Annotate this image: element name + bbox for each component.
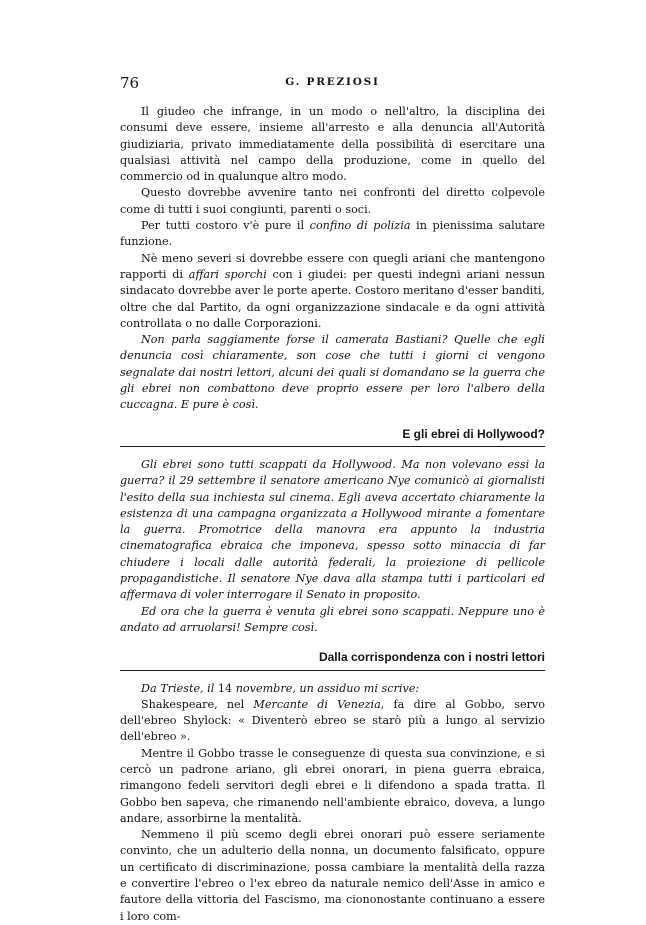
paragraph: Mentre il Gobbo trasse le conseguenze di questa sua convinzione, e si cercò un padrone ariano, gli ebrei onorari, in piena guerra ebraica, rimangono fedeli servitori degli ebrei e li difendono a spada tratta. Il Gobbo ben sapeva, che rimanendo nell'ambiente ebraico, doveva, a lungo andare, assorbirne la mentalità. [120,746,545,825]
section-heading-hollywood: E gli ebrei di Hollywood? [120,426,545,447]
emphasis: Mercante di Venezia [253,697,381,711]
running-head: G. PREZIOSI [285,76,380,88]
paragraph: Nè meno severi si dovrebbe essere con quegli ariani che mantengono rapporti di affari sporchi con i giudei: per questi indegni ariani nessun sindacato dovrebbe aver le porte aperte. Costoro meritano d'esser banditi, oltre che dal Partito, da ogni organizzazione sindacale e da ogni attività controllata o no dalle Corporazioni. [120,251,545,330]
page-number: 76 [120,74,140,92]
paragraph: Nemmeno il più scemo degli ebrei onorari può essere seriamente convinto, che un adulterio della nonna, un documento falsificato, oppure un certificato di discriminazione, possa cambiare la mentalità della razza e convertire l'ebreo o l'ex ebreo da naturale nemico dell'Asse in amico e fautore della vittoria del Fascismo, ma ciononostante continuano a essere i loro com- [120,828,545,923]
emphasis: affari sporchi [188,267,267,281]
page-content [120,104,545,925]
section-hollywood [120,457,545,636]
section-disciplina [120,104,545,414]
page-header [120,74,545,94]
section-heading-corrispondenza: Dalla corrispondenza con i nostri lettori [120,649,545,670]
paragraph: Il giudeo che infrange, in un modo o nell'altro, la disciplina dei consumi deve essere, insieme all'arresto e alla denuncia all'Autorità giudiziaria, privato immediatamente della possibilità di esercitare una qualsiasi attività nel campo della produzione, come in quello del commercio od in qualunque altro modo. [120,105,545,184]
paragraph: Da Trieste, il 14 novembre, un assiduo mi scrive: [141,681,420,695]
paragraph: Gli ebrei sono tutti scappati da Hollywood. Ma non volevano essi la guerra? il 29 settembre il senatore americano Nye comunicò ai giornalisti l'esito della sua inchiesta sul cinema. Egli aveva accertato chiaramente la esistenza di una campagna organizzata a Hollywood mirante a fomentare la guerra. Promotrice della manovra era appunto la industria cinematografica ebraica che imponeva, spesso sotto minaccia di far chiudere i locali dalle autorità federali, la proiezione di pellicole propagandistiche. Il senatore Nye dava alla stampa tutti i particolari ed affermava di voler interrogare il Senato in proposito. [120,457,545,602]
section-corrispondenza [120,681,545,925]
paragraph: Ed ora che la guerra è venuta gli ebrei sono scappati. Neppure uno è andato ad arruolarsi! Sempre così. [120,604,545,634]
paragraph: Per tutti costoro v'è pure il confino di polizia in pienissima salutare funzione. [120,219,546,249]
paragraph: Questo dovrebbe avvenire tanto nei confronti del diretto colpevole come di tutti i suoi congiunti, parenti o soci. [120,186,545,216]
paragraph: Shakespeare, nel Mercante di Venezia, fa dire al Gobbo, servo dell'ebreo Shylock: « Diventerò ebreo se starò più a lungo al servizio dell'ebreo ». [120,697,545,744]
emphasis: confino di polizia [309,219,411,233]
paragraph: Non parla saggiamente forse il camerata Bastiani? Quelle che egli denuncia così chiaramente, son cose che tutti i giorni ci vengono segnalate dai nostri lettori, alcuni dei quali si domandano se la guerra che gli ebrei non combattono deve proprio essere per loro l'albero della cuccagna. E pure è così. [120,333,545,412]
